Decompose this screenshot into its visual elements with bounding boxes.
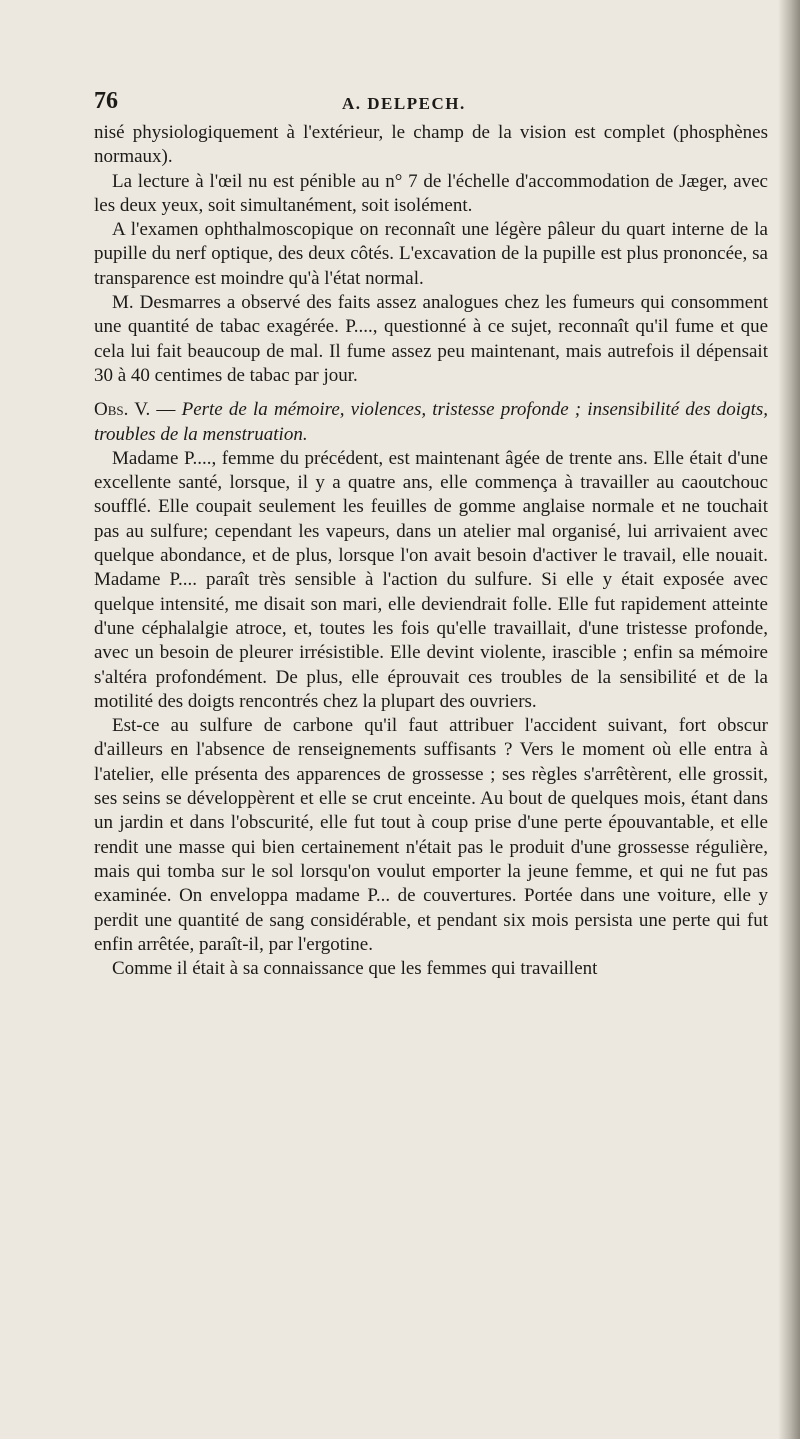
paragraph-2: La lecture à l'œil nu est pénible au n° 7 de l'échelle d'accommodation de Jæger, avec les deux yeux, soit simultanément, soit isolément.	[94, 170, 768, 216]
observation-label: Obs. V.	[94, 399, 151, 421]
body-text	[94, 121, 768, 981]
paragraph-6: Est-ce au sulfure de carbone qu'il faut attribuer l'accident suivant, fort obscur d'ailleurs en l'absence de renseignements suffisants ? Vers le moment où elle entra à l'atelier, elle présenta des apparences de grossesse ; ses règles s'arrêtèrent, elle grossit, ses seins se développèrent et elle se crut enceinte. Au bout de quelques mois, étant dans un jardin et dans l'obscurité, elle fut tout à coup prise d'une perte épouvantable, et elle rendit une masse qui bien certainement n'était pas le produit d'une grossesse régulière, mais qui tomba sur le sol lorsqu'on voulut emporter la jeune femme, et qui ne fut pas examinée. On enveloppa madame P... de couvertures. Portée dans une voiture, elle y perdit une quantité de sang considérable, et pendant six mois persista une perte qui fut enfin arrêtée, paraît-il, par l'ergotine.	[94, 715, 768, 955]
page-number: 76	[94, 88, 118, 114]
page-header	[94, 88, 754, 118]
page-edge-shadow	[778, 0, 800, 1439]
paragraph-1: nisé physiologiquement à l'extérieur, le champ de la vision est complet (phosphènes normaux).	[94, 122, 768, 168]
observation-dash: —	[150, 399, 182, 421]
paragraph-5: Madame P...., femme du précédent, est maintenant âgée de trente ans. Elle était d'une excellente santé, lorsque, il y a quatre ans, elle commença à travailler au caoutchouc soufflé. Elle coupait seulement les feuilles de gomme anglaise normale et ne touchait pas au sulfure; cependant les vapeurs, dans un atelier mal organisé, lui arrivaient avec quelque abondance, et de plus, lorsque l'on avait besoin d'activer le travail, elle nouait. Madame P.... paraît très sensible à l'action du sulfure. Si elle y était exposée avec quelque intensité, me disait son mari, elle deviendrait folle. Elle fut rapidement atteinte d'une céphalalgie atroce, et, toutes les fois qu'elle travaillait, d'une tristesse profonde, avec un besoin de pleurer irrésistible. Elle devint violente, irascible ; enfin sa mémoire s'altéra profondément. De plus, elle éprouvait ces troubles de la sensibilité et de la motilité des doigts rencontrés chez la plupart des ouvriers.	[94, 447, 768, 712]
observation-heading	[94, 398, 768, 447]
observation-title: Perte de la mémoire, violences, tristesse profonde ; insensibilité des doigts, troubles de la menstruation.	[94, 399, 769, 445]
paragraph-3: A l'examen ophthalmoscopique on reconnaît une légère pâleur du quart interne de la pupille du nerf optique, des deux côtés. L'excavation de la pupille est plus prononcée, sa transparence est moindre qu'à l'état normal.	[94, 219, 768, 289]
paragraph-7: Comme il était à sa connaissance que les femmes qui travaillent	[112, 958, 598, 980]
running-head: A. DELPECH.	[342, 94, 466, 113]
paragraph-4: M. Desmarres a observé des faits assez analogues chez les fumeurs qui consomment une quantité de tabac exagérée. P...., questionné à ce sujet, reconnaît qu'il fume et que cela lui fait beaucoup de mal. Il fume assez peu maintenant, mais autrefois il dépensait 30 à 40 centimes de tabac par jour.	[94, 292, 768, 386]
